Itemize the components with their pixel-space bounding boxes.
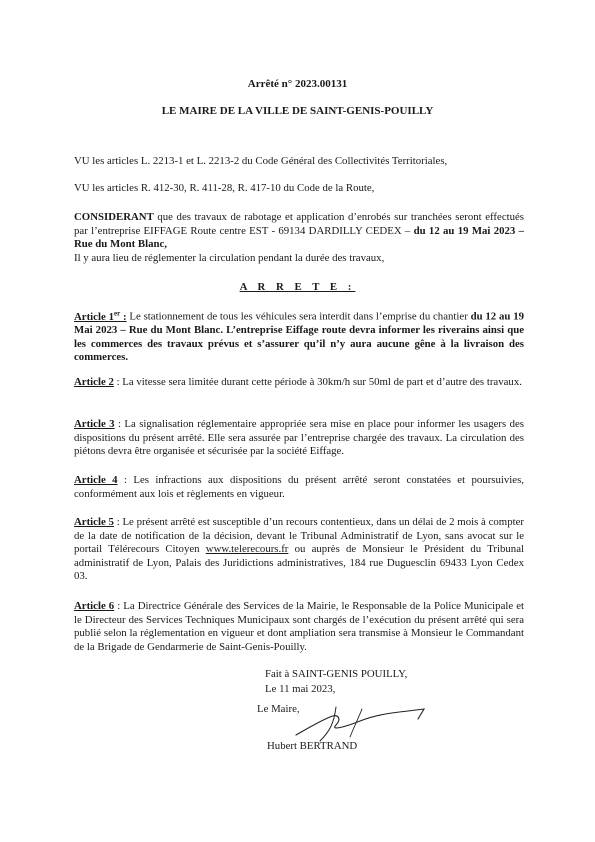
considerant-dates: du 12 au 19 Mai 2023 – Rue du Mont Blanc, — [74, 224, 524, 251]
signature-place: Fait à SAINT-GENIS POUILLY, — [265, 668, 408, 680]
article-4-text: : Les infractions aux dispositions du présent arrêté seront constatées et poursuivies, conformément aux lois et règlements en vigueur. — [74, 474, 524, 500]
considerant-paragraph — [74, 211, 524, 265]
article-6-text: : La Directrice Générale des Services de la Mairie, le Responsable de la Police Municipale et le Directeur des Services Techniques Municipaux sont chargés de l’exécution du présent arrêté qui sera publié selon la réglementation en vigueur et dont ampliation sera transmise à Monsieur le Commandant de la Brigade de Gendarmerie de Saint-Genis-Pouilly. — [74, 600, 524, 653]
article-5-label: Article 5 — [74, 516, 114, 528]
article-4-label: Article 4 — [74, 474, 118, 486]
telerecours-link[interactable]: www.telerecours.fr — [205, 543, 289, 556]
article-5-text: : Le présent arrêté est susceptible d’un recours contentieux, dans un délai de 2 mois à compter de la date de notification de la décision, devant le Tribunal Administratif de Lyon, sans avocat sur le portail Télérecours Citoyen — [74, 516, 524, 556]
article-4 — [74, 474, 524, 501]
arrete-heading: A R R E T E : — [239, 281, 356, 293]
article-2-text: : La vitesse sera limitée durant cette période à 30km/h sur 50ml de part et d’autre des travaux. — [113, 376, 522, 388]
signature-date: Le 11 mai 2023, — [265, 682, 336, 695]
article-3 — [74, 418, 524, 459]
article-6 — [74, 600, 524, 654]
signature-role: Le Maire, — [257, 703, 300, 715]
article-1-bold: du 12 au 19 Mai 2023 – Rue du Mont Blanc. L’entreprise Eiffage route devra informer les riverains ainsi que les commerces des travaux prévus et s’assurer qu’il n’y aura aucune gêne à la livraison des commerces. — [74, 310, 524, 364]
article-1-label: Article 1er : — [74, 309, 127, 323]
article-2-label: Article 2 — [74, 376, 114, 388]
article-6-label: Article 6 — [74, 600, 115, 612]
article-1-text: Le stationnement de tous les véhicules sera interdit dans l’emprise du chantier — [126, 310, 471, 323]
considerant-line2: Il y aura lieu de réglementer la circulation pendant la durée des travaux, — [74, 251, 385, 264]
article-3-label: Article 3 — [74, 418, 115, 430]
arrete-number: Arrêté n° 2023.00131 — [247, 78, 348, 90]
article-3-text: : La signalisation réglementaire appropriée sera mise en place pour informer les usagers des dispositions du présent arrêté. Elle sera assurée par l’entreprise chargée des travaux. La circulation des piétons devra être organisée et sécurisée par la société Eiffage. — [74, 418, 524, 458]
handwritten-signature — [290, 697, 440, 747]
article-1 — [74, 307, 524, 365]
visa-2: VU les articles R. 412-30, R. 411-28, R. 417-10 du Code de la Route, — [74, 182, 375, 194]
article-2 — [74, 376, 524, 390]
visa-1: VU les articles L. 2213-1 et L. 2213-2 du Code Général des Collectivités Territoriales, — [74, 155, 448, 167]
considerant-label: CONSIDERANT — [74, 211, 154, 223]
considerant-text: que des travaux de rabotage et application d’enrobés sur tranchées seront effectués par l’entreprise EIFFAGE Route centre EST - 69134 DARDILLY CEDEX – — [74, 211, 524, 237]
article-5 — [74, 516, 524, 584]
mayor-title: LE MAIRE DE LA VILLE DE SAINT-GENIS-POUILLY — [161, 105, 434, 117]
article-5-text2: ou auprès de Monsieur le Président du Tribunal administratif de Lyon, Palais des Juridictions administratives, 184 rue Duguesclin 69433 Lyon Cedex 03. — [74, 543, 524, 583]
signature-name: Hubert BERTRAND — [267, 739, 358, 752]
